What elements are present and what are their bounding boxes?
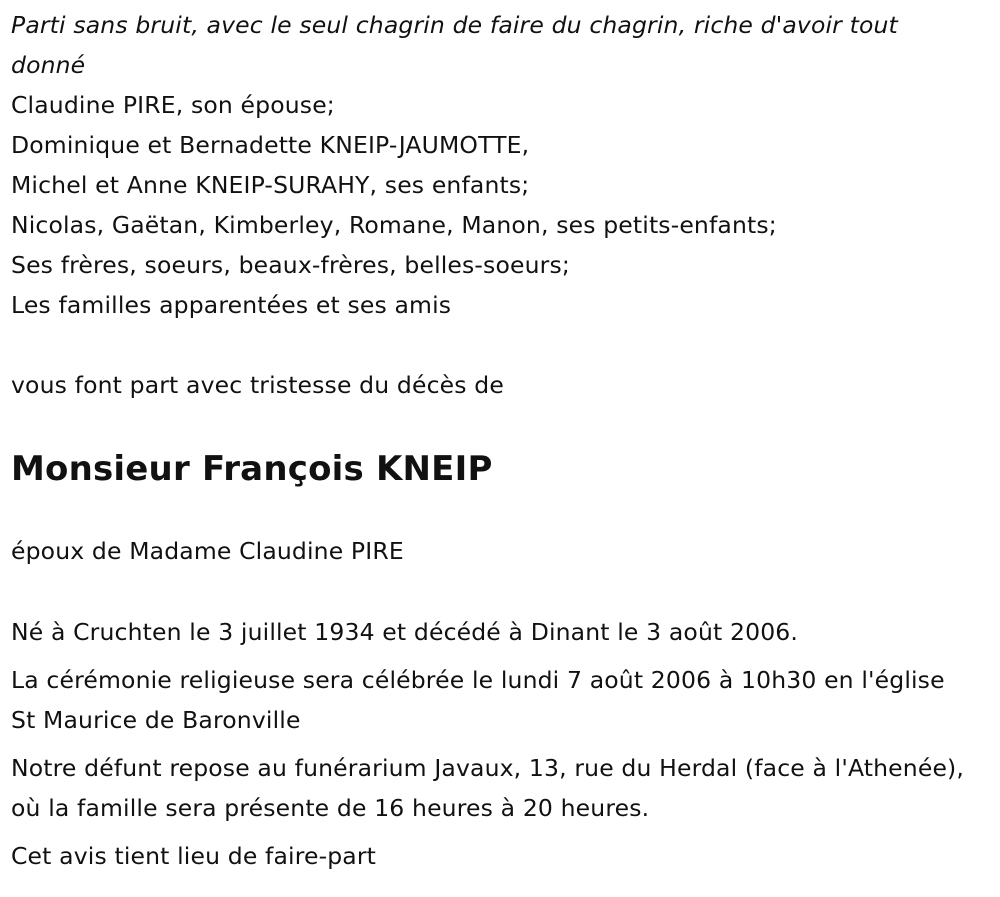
closing-line: Cet avis tient lieu de faire-part [11,842,377,870]
deceased-name: Monsieur François KNEIP [11,449,493,489]
family-line-grandchildren: Nicolas, Gaëtan, Kimberley, Romane, Manon, ses petits-enfants; [11,211,777,239]
family-list [11,85,989,325]
family-line-spouse: Claudine PIRE, son épouse; [11,91,335,119]
funeral-home-paragraph: Notre défunt repose au funérarium Javaux, 13, rue du Herdal (face à l'Athenée), où la famille sera présente de 16 heures à 20 heures. [11,754,964,822]
ceremony-paragraph: La cérémonie religieuse sera célébrée le lundi 7 août 2006 à 10h30 en l'église St Maurice de Baronville [11,666,945,734]
spouse-line: époux de Madame Claudine PIRE [11,537,404,565]
family-line-child-2: Michel et Anne KNEIP-SURAHY, ses enfants; [11,171,530,199]
spacer [11,325,989,365]
intro-quote: Parti sans bruit, avec le seul chagrin de faire du chagrin, riche d'avoir tout donné [11,11,898,79]
announcement-text: vous font part avec tristesse du décès de [11,371,504,399]
birth-death-line: Né à Cruchten le 3 juillet 1934 et décédé à Dinant le 3 août 2006. [11,618,799,646]
family-line-siblings: Ses frères, soeurs, beaux-frères, belles-soeurs; [11,251,570,279]
family-line-relatives: Les familles apparentées et ses amis [11,291,452,319]
family-line-child-1: Dominique et Bernadette KNEIP-JAUMOTTE, [11,131,530,159]
